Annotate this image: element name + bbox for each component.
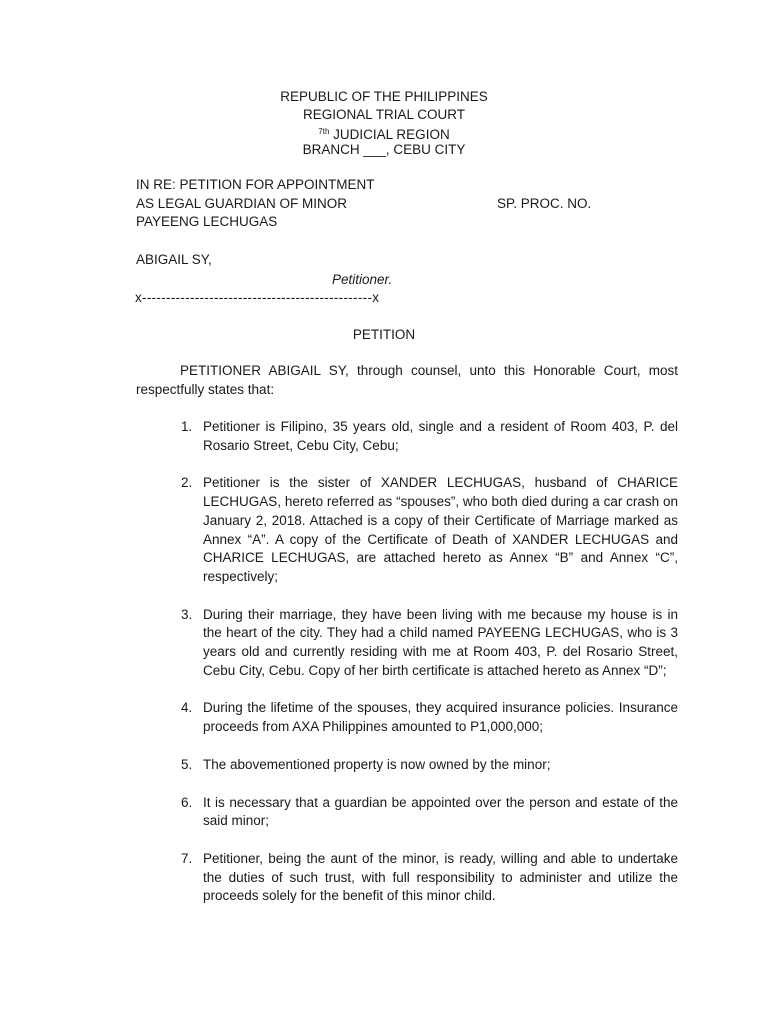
caption-line-1: IN RE: PETITION FOR APPOINTMENT xyxy=(136,177,375,192)
caption-divider: x------------------------------------------------x xyxy=(135,290,380,305)
allegation-number: 5. xyxy=(181,756,193,772)
allegation-text: Petitioner is the sister of XANDER LECHUGAS, husband of CHARICE LECHUGAS, hereto referred as “spouses”, who both died during a car crash on January 2, 2018. Attached is a copy of their Certificate of Marriage marked as Annex “A”. A copy of the Certificate of Death of XANDER LECHUGAS and CHARICE LECHUGAS, are attached hereto as Annex “B” and Annex “C”, respectively; xyxy=(203,475,678,584)
allegation-item xyxy=(136,756,678,775)
allegation-item xyxy=(136,850,678,906)
allegation-number: 1. xyxy=(181,419,193,434)
court-header xyxy=(0,88,768,159)
case-caption xyxy=(136,176,696,232)
region-text: JUDICIAL REGION xyxy=(333,127,450,143)
intro-lead: PETITIONER ABIGAIL SY xyxy=(180,363,346,378)
allegation-number: 2. xyxy=(181,475,193,491)
sp-proc-number: SP. PROC. NO. xyxy=(497,195,592,211)
allegations-list xyxy=(136,418,678,906)
caption-line-2-text: AS LEGAL GUARDIAN OF MINOR xyxy=(136,195,348,211)
intro-rest: , through counsel, unto this Honorable Court, most respectfully states that: xyxy=(136,363,679,397)
allegation-item xyxy=(136,794,678,831)
petitioner-name: ABIGAIL SY, xyxy=(136,252,212,267)
allegation-item xyxy=(136,699,678,736)
allegation-number: 6. xyxy=(181,794,193,810)
header-branch: BRANCH ___, CEBU CITY xyxy=(302,142,466,158)
allegation-text: Petitioner is Filipino, 35 years old, single and a resident of Room 403, P. del Rosario Street, Cebu City, Cebu; xyxy=(203,419,678,453)
header-region xyxy=(0,123,768,141)
allegation-text: The abovementioned property is now owned by the minor; xyxy=(203,756,551,772)
region-superscript: 7th xyxy=(318,127,330,137)
header-republic: REPUBLIC OF THE PHILIPPINES xyxy=(280,89,488,104)
header-court: REGIONAL TRIAL COURT xyxy=(302,106,466,122)
caption-line-3: PAYEENG LECHUGAS xyxy=(136,214,278,230)
allegation-number: 4. xyxy=(181,700,193,716)
petitioner-label: Petitioner. xyxy=(332,272,393,287)
allegation-number: 7. xyxy=(181,850,193,866)
allegation-text: It is necessary that a guardian be appointed over the person and estate of the said minor; xyxy=(203,794,678,829)
allegation-text: During their marriage, they have been living with me because my house is in the heart of the city. They had a child named PAYEENG LECHUGAS, who is 3 years old and currently residing with me at Room 403, P. del Rosario Street, Cebu City, Cebu. Copy of her birth certificate is attached hereto as Annex “D”; xyxy=(203,606,678,678)
document-title: PETITION xyxy=(352,327,416,342)
allegation-item xyxy=(136,474,678,586)
allegation-text: During the lifetime of the spouses, they acquired insurance policies. Insurance proceeds from AXA Philippines amounted to P1,000,000; xyxy=(203,700,678,735)
allegation-item xyxy=(136,418,678,455)
allegation-number: 3. xyxy=(181,606,193,622)
caption-line-2 xyxy=(136,195,696,214)
allegation-text: Petitioner, being the aunt of the minor, is ready, willing and able to undertake the duties of such trust, with full responsibility to administer and utilize the proceeds solely for the benefit of this minor child. xyxy=(203,850,678,904)
allegation-item xyxy=(136,606,678,681)
intro-paragraph xyxy=(136,362,678,399)
